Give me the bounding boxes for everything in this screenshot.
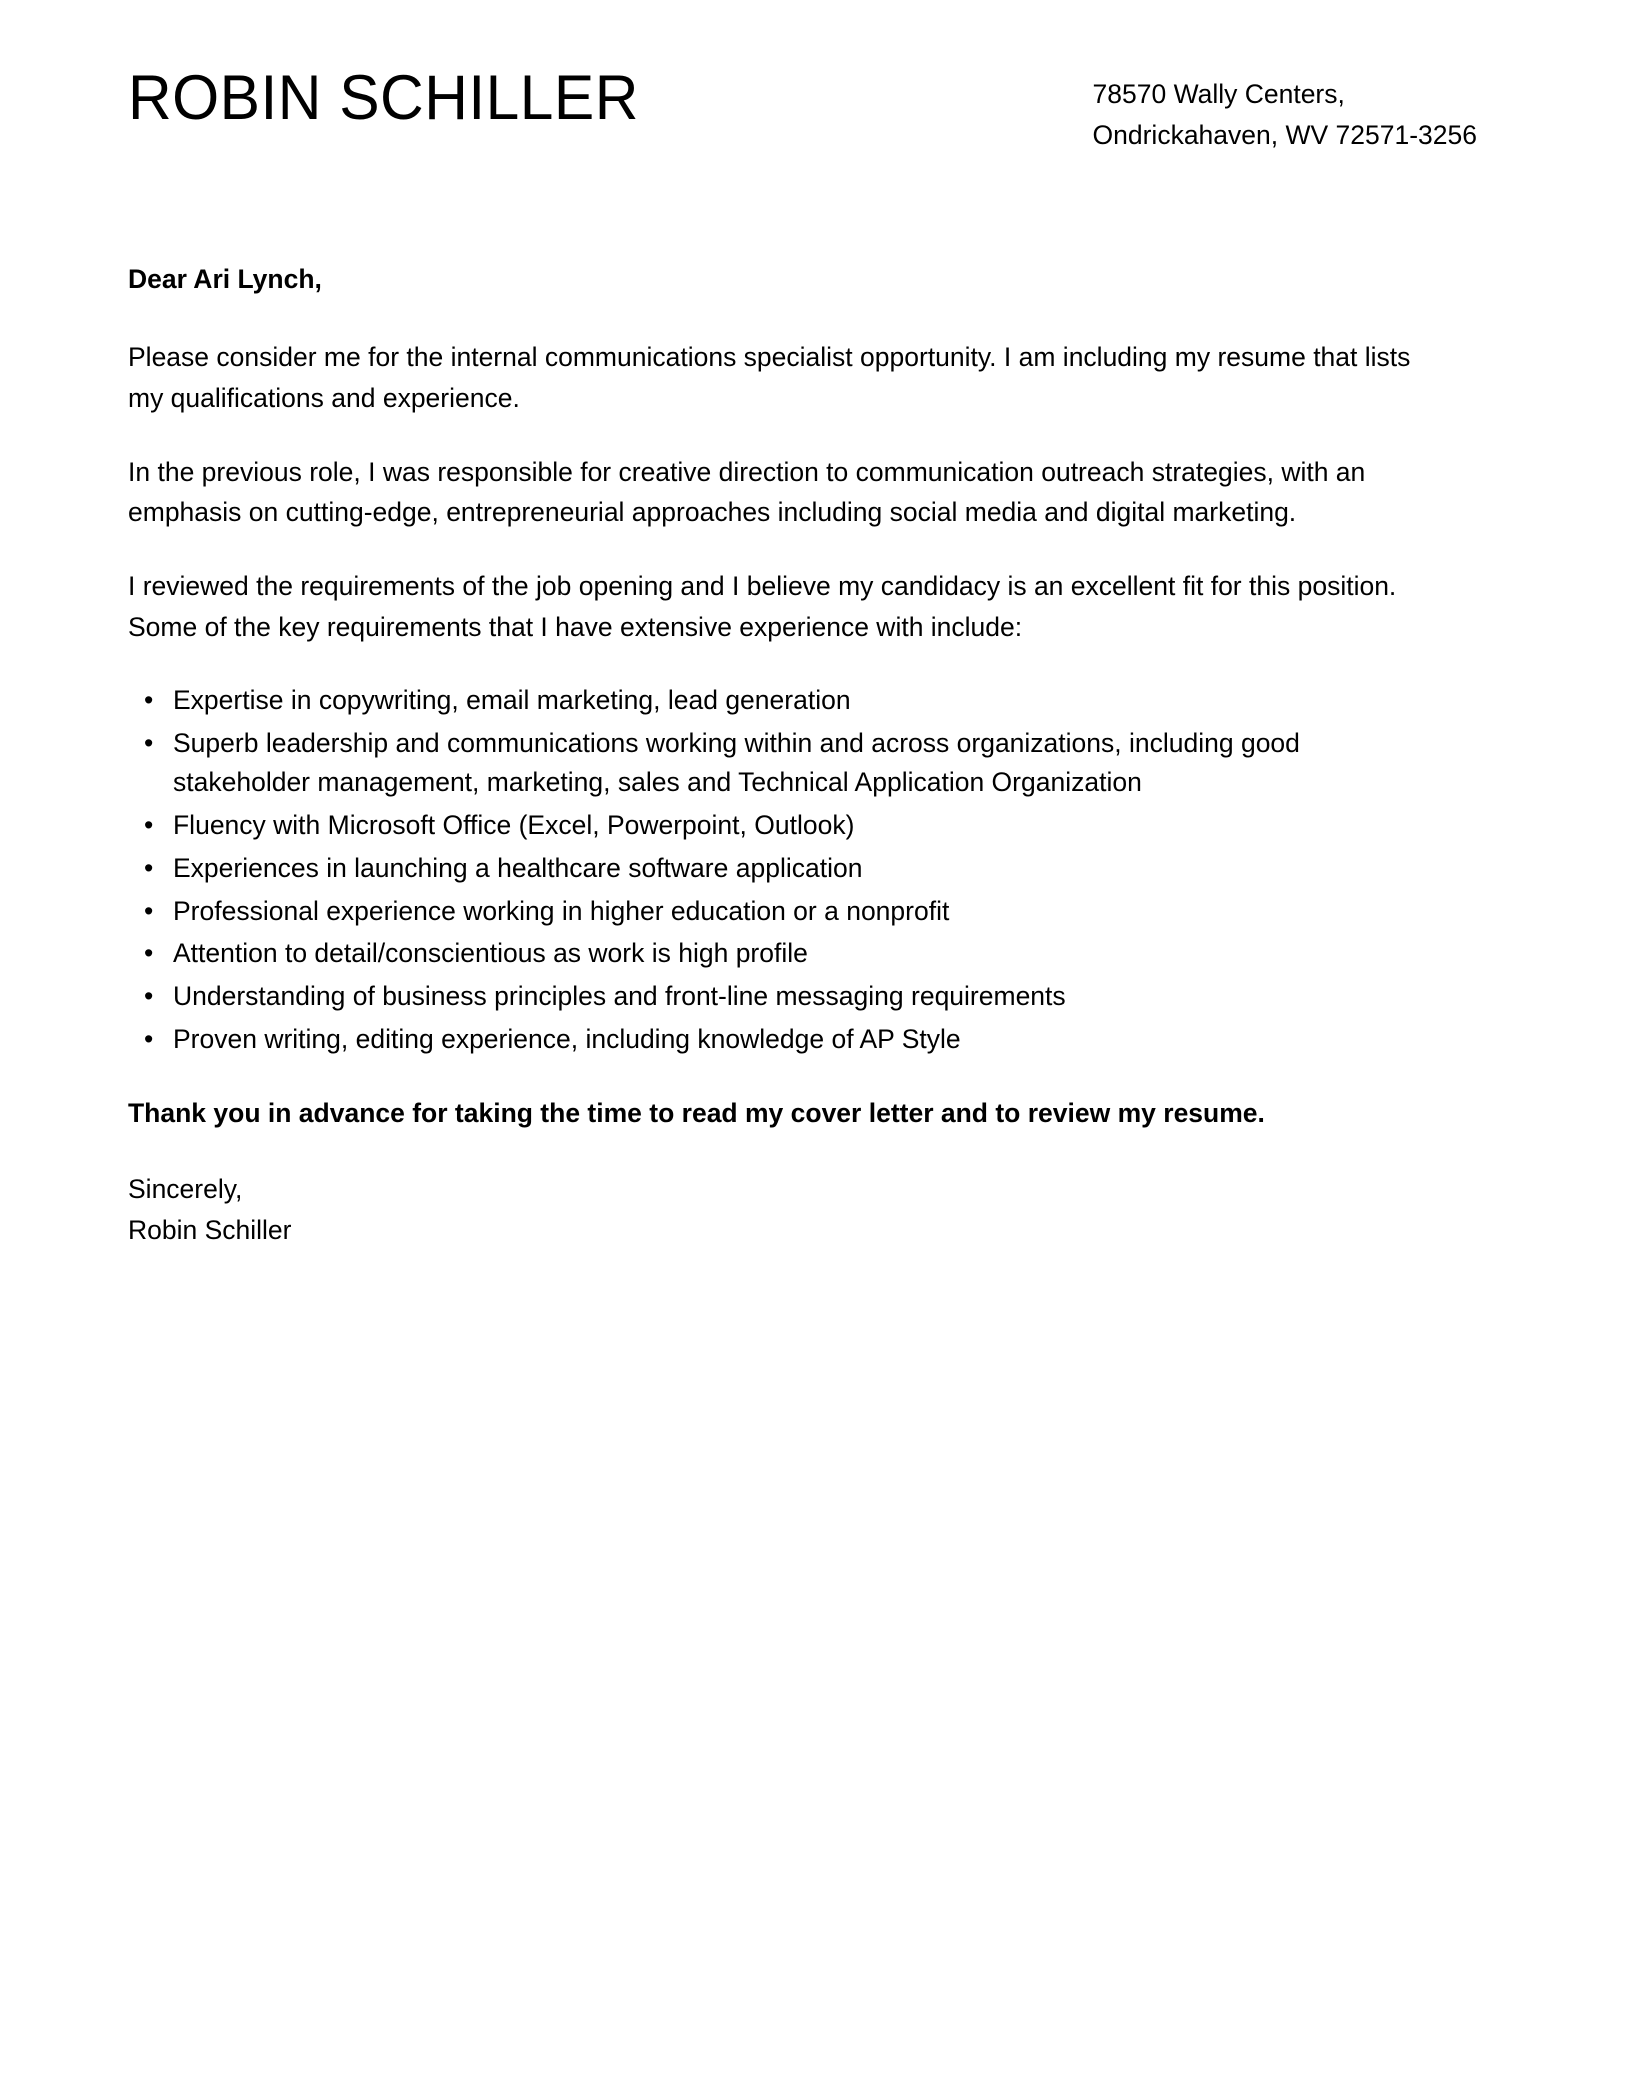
list-item-label: Superb leadership and communications working within and across organizations, including good stakeholder management, marketing, sales and Technical Application Organization — [173, 727, 1300, 798]
letterhead — [0, 0, 1632, 156]
bullet-icon: • — [144, 684, 154, 715]
body-paragraph-3: I reviewed the requirements of the job opening and I believe my candidacy is an excellent fit for this position. Some of the key requirements that I have extensive experience with include: — [128, 571, 1397, 642]
bullet-icon: • — [144, 981, 154, 1012]
list-item-label: Proven writing, editing experience, including knowledge of AP Style — [173, 1023, 961, 1054]
list-item-label: Fluency with Microsoft Office (Excel, Powerpoint, Outlook) — [173, 810, 855, 841]
list-item-label: Understanding of business principles and front-line messaging requirements — [173, 981, 1066, 1012]
address-block — [1093, 62, 1477, 156]
letter-body — [0, 260, 1632, 1250]
list-item-label: Expertise in copywriting, email marketing, lead generation — [173, 684, 851, 715]
list-item — [128, 724, 1442, 804]
list-item-label: Attention to detail/conscientious as work is high profile — [173, 938, 808, 969]
signature-name: Robin Schiller — [128, 1214, 292, 1245]
signoff: Sincerely, — [128, 1174, 243, 1205]
bullet-icon: • — [144, 1023, 154, 1054]
salutation: Dear Ari Lynch, — [128, 263, 322, 294]
body-paragraph-1: Please consider me for the internal communications specialist opportunity. I am including my resume that lists my qualifications and experience. — [128, 342, 1411, 413]
signature-block — [128, 1169, 1442, 1250]
list-item — [128, 849, 1442, 889]
list-item — [128, 977, 1442, 1017]
requirements-list — [128, 681, 1442, 1060]
list-item — [128, 806, 1442, 846]
bullet-icon: • — [144, 810, 154, 841]
candidate-name: ROBIN SCHILLER — [128, 63, 639, 133]
list-item — [128, 892, 1442, 932]
list-item — [128, 1020, 1442, 1060]
body-paragraph-2: In the previous role, I was responsible for creative direction to communication outreach strategies, with an emphasis on cutting-edge, entrepreneurial approaches including social media and digital marketing. — [128, 456, 1366, 528]
list-item-label: Professional experience working in higher education or a nonprofit — [173, 895, 950, 926]
address-line-2: Ondrickahaven, WV 72571-3256 — [1092, 119, 1477, 150]
name-block — [128, 62, 660, 133]
address-line-1: 78570 Wally Centers, — [1092, 79, 1345, 109]
list-item — [128, 681, 1442, 721]
bullet-icon: • — [144, 852, 154, 883]
bullet-icon: • — [144, 938, 154, 969]
list-item — [128, 934, 1442, 974]
bullet-icon: • — [144, 895, 154, 926]
closing-statement: Thank you in advance for taking the time to read my cover letter and to review my resume. — [128, 1097, 1265, 1128]
list-item-label: Experiences in launching a healthcare software application — [173, 852, 863, 883]
bullet-icon: • — [144, 727, 154, 758]
